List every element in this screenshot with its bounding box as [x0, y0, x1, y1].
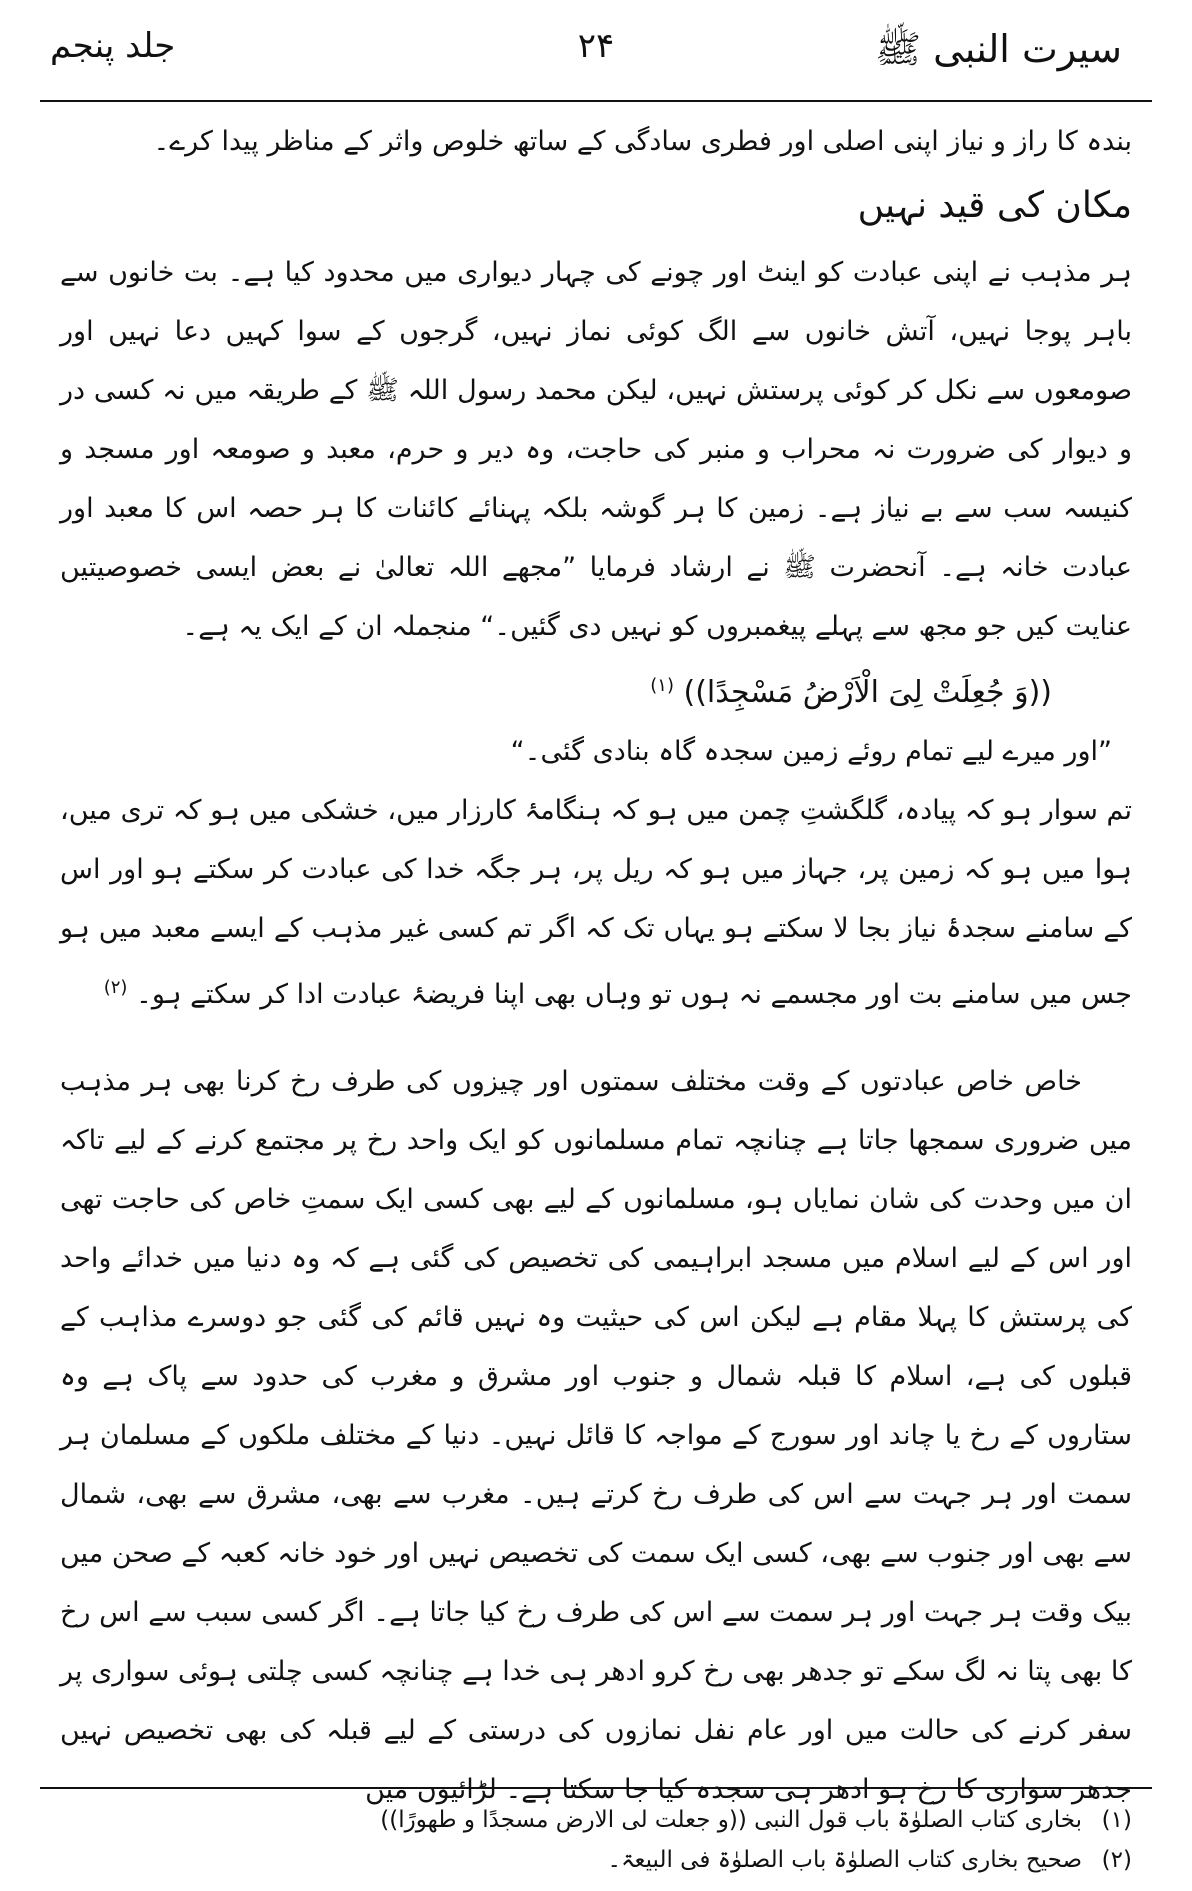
footnote-number: (۱)	[1101, 1807, 1132, 1833]
paragraph-gap	[60, 1024, 1132, 1052]
footnote-ref-1: (۱)	[650, 675, 674, 696]
page-header	[40, 18, 1152, 88]
footnote-text: صحیح بخاری کتاب الصلوٰۃ باب الصلوٰۃ فی البیعۃ۔	[607, 1847, 1082, 1873]
translation-quote: ”اور میرے لیے تمام روئے زمین سجدہ گاہ بنادی گئی۔“	[510, 736, 1112, 767]
footnote-number: (۲)	[1101, 1847, 1132, 1873]
footnote-ref-2: (۲)	[103, 977, 128, 998]
book-title: سیرت النبی ﷺ	[875, 27, 1122, 71]
paragraph-3	[60, 781, 1132, 1024]
page-body	[60, 112, 1132, 1819]
page-number: ۲۴	[577, 26, 615, 66]
header-rule	[40, 100, 1152, 102]
footnote-rule	[40, 1787, 1152, 1789]
section-heading: مکان کی قید نہیں	[857, 185, 1132, 226]
paragraph-1: بندہ کا راز و نیاز اپنی اصلی اور فطری سادگی کے ساتھ خلوص واثر کے مناظر پیدا کرے۔	[153, 126, 1132, 157]
arabic-text: ((وَ جُعِلَتْ لِیَ الْاَرْضُ مَسْجِدًا))	[683, 675, 1052, 710]
footnote-text: بخاری کتاب الصلوٰۃ باب قول النبی ((و جعلت لی الارض مسجدًا و طهورًا))	[380, 1807, 1082, 1833]
volume-label: جلد پنجم	[50, 26, 176, 66]
paragraph-4: خاص خاص عبادتوں کے وقت مختلف سمتوں اور چیزوں کی طرف رخ کرنا بھی ہر مذہب میں ضروری سمجھا جاتا ہے چنانچہ تمام مسلمانوں کو ایک واحد رخ پر مجتمع کرنے کے لیے تاکہ ان میں وحدت کی شان نمایاں ہو، مسلمانوں کے لیے بھی کسی ایک سمتِ خاص کی حاجت تھی اور اس کے لیے اسلام میں مسجد ابراہیمی کی تخصیص کی گئی ہے کہ وہ دنیا میں خدائے واحد کی پرستش کا پہلا مقام ہے لیکن اس کی حیثیت وہ نہیں قائم کی گئی جو دوسرے مذاہب کے قبلوں کی ہے، اسلام کا قبلہ شمال و جنوب اور مشرق و مغرب کی حدود سے پاک ہے وہ ستاروں کے رخ یا چاند اور سورج کے مواجہ کا قائل نہیں۔ دنیا کے مختلف ملکوں کے مسلمان ہر سمت اور ہر جہت سے اس کی طرف رخ کرتے ہیں۔ مغرب سے بھی، مشرق سے بھی، شمال سے بھی اور جنوب سے بھی، کسی ایک سمت کی تخصیص نہیں اور خود خانہ کعبہ کے صحن میں بیک وقت ہر جہت اور ہر سمت سے اس کی طرف رخ کیا جاتا ہے۔ اگر کسی سبب سے اس رخ کا بھی پتا نہ لگ سکے تو جدھر بھی رخ کرو ادھر ہی خدا ہے چنانچہ کسی چلتی ہوئی سواری پر سفر کرنے کی حالت میں اور عام نفل نمازوں کی درستی کے لیے قبلہ کی بھی تخصیص نہیں جدھر سواری کا رخ ہو ادھر ہی سجدہ کیا جا سکتا ہے۔ لڑائیوں میں	[60, 1066, 1132, 1805]
paragraph-2: ہر مذہب نے اپنی عبادت کو اینٹ اور چونے کی چہار دیواری میں محدود کیا ہے۔ بت خانوں سے باہر پوجا نہیں، آتش خانوں سے الگ کوئی نماز نہیں، گرجوں کے سوا کہیں دعا نہیں اور صومعوں سے نکل کر کوئی پرستش نہیں، لیکن محمد رسول اللہ ﷺ کے طریقہ میں نہ کسی در و دیوار کی ضرورت نہ محراب و منبر کی حاجت، وہ دیر و حرم، معبد و صومعہ اور مسجد و کنیسہ سب سے بے نیاز ہے۔ زمین کا ہر گوشہ بلکہ پہنائے کائنات کا ہر حصہ اس کا معبد اور عبادت خانہ ہے۔ آنحضرت ﷺ نے ارشاد فرمایا ”مجھے اللہ تعالیٰ نے بعض ایسی خصوصیتیں عنایت کیں جو مجھ سے پہلے پیغمبروں کو نہیں دی گئیں۔“ منجملہ ان کے ایک یہ ہے۔	[60, 257, 1132, 642]
footnote-2	[60, 1840, 1132, 1880]
arabic-hadith	[60, 656, 1132, 722]
paragraph-3-text: تم سوار ہو کہ پیادہ، گلگشتِ چمن میں ہو کہ ہنگامۂ کارزار میں، خشکی میں ہو کہ تری میں، ہوا میں ہو کہ زمین پر، جہاز میں ہو کہ ریل پر، ہر جگہ خدا کی عبادت کر سکتے ہو اور اس کے سامنے سجدۂ نیاز بجا لا سکتے ہو یہاں تک کہ اگر تم کسی غیر مذہب کے ایسے معبد میں ہو جس میں سامنے بت اور مجسمے نہ ہوں تو وہاں بھی اپنا فریضۂ عبادت ادا کر سکتے ہو۔	[60, 795, 1132, 1010]
footnote-1	[60, 1800, 1132, 1840]
footnotes	[60, 1800, 1132, 1880]
